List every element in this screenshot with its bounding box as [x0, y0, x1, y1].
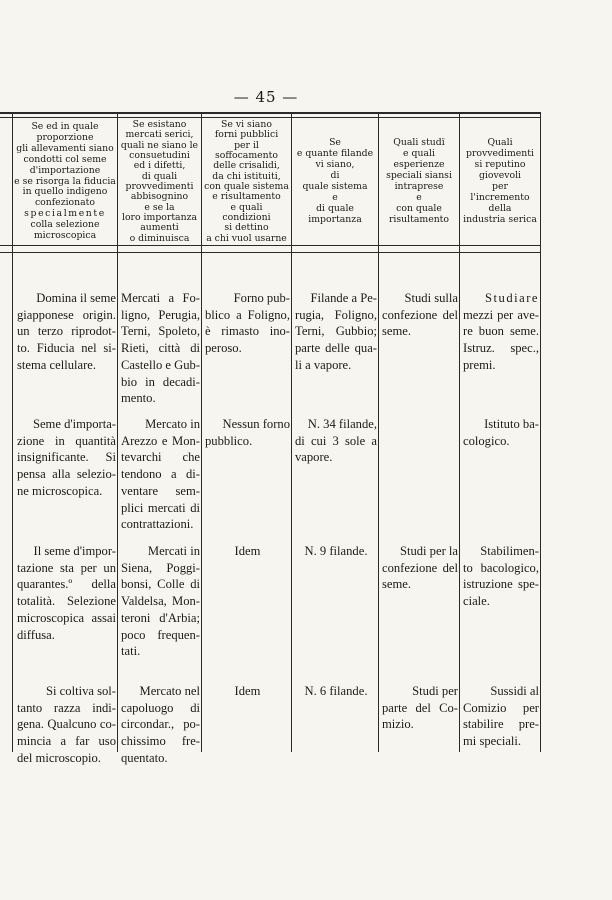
cell-line: insignificante. Si	[17, 450, 116, 465]
header-line: speciali siansi	[386, 171, 452, 182]
header-cell-markets	[118, 120, 201, 244]
header-cell-filande	[292, 120, 378, 244]
header-line: gli allevamenti siano	[16, 143, 114, 154]
header-line: e risultamento	[212, 192, 281, 203]
cell-line: Filande a Pe-	[310, 291, 377, 305]
table-cell	[382, 683, 458, 733]
header-line: Quali	[487, 138, 513, 149]
header-line: a chi vuol usarne	[206, 233, 287, 244]
table-cell	[463, 683, 539, 750]
table-cell	[121, 683, 200, 767]
header-line: quale sistema	[302, 182, 368, 192]
cell-line: Istituto ba-	[484, 417, 539, 431]
header-line: in quello indigeno	[22, 187, 108, 198]
header-line: per	[492, 182, 508, 192]
header-line: confezionato	[34, 198, 96, 209]
header-cell-seed	[13, 120, 117, 244]
page-number: — 45 —	[233, 88, 299, 106]
cell-line: tanto razza indi-	[17, 700, 116, 715]
header-line: aumenti	[140, 223, 179, 234]
cell-line: tati.	[121, 644, 141, 659]
table-cell	[17, 416, 116, 500]
cell-line: peroso.	[205, 341, 242, 356]
cell-line: blico a Foligno,	[205, 307, 290, 322]
header-line: provvedimenti	[466, 149, 534, 160]
header-line: e quali	[403, 149, 435, 160]
header-cell-studies	[379, 120, 459, 244]
cell-line: mizio.	[382, 717, 414, 732]
header-line: si dettino	[224, 223, 269, 234]
table-cell	[295, 416, 377, 466]
cell-line: Istruz. spec.,	[463, 341, 539, 356]
cell-line: stabilire pre-	[463, 717, 539, 732]
header-line: con quale	[396, 203, 442, 214]
header-line: quali ne siano le	[120, 140, 199, 151]
table-cell	[382, 543, 458, 593]
cell-line: teroni d'Arbia;	[121, 610, 200, 625]
cell-line: seme.	[382, 324, 412, 339]
cell-line: vapore.	[295, 450, 333, 465]
cell-line: istruzione spe-	[463, 577, 539, 592]
cell-line: quarantes.º della	[17, 577, 116, 592]
header-line: esperienze	[393, 160, 445, 171]
table-cell	[463, 416, 539, 449]
header-line: con quale sistema	[204, 182, 289, 192]
cell-line: chissimo fre-	[121, 734, 200, 749]
header-line: l'incremento	[470, 192, 530, 203]
cell-line: N. 9 filande.	[304, 544, 368, 558]
cell-line: stema cellulare.	[17, 357, 97, 372]
cell-line: confezione del	[382, 307, 458, 322]
cell-line: del microscopio.	[17, 750, 101, 765]
table-cell	[295, 683, 377, 700]
header-line: ed i difetti,	[133, 161, 186, 172]
cell-line: giapponese origin.	[17, 307, 116, 322]
header-line: di quale	[316, 203, 354, 214]
cell-line: zione in quantità	[17, 433, 116, 448]
table-cell	[205, 683, 290, 700]
header-line: vi siano,	[315, 160, 355, 171]
cell-line: cologico.	[463, 433, 510, 448]
table-cell	[121, 543, 200, 660]
header-line: Se	[329, 138, 341, 149]
header-line: Se ed in quale	[31, 122, 99, 133]
cell-line: Castello e Gub-	[121, 357, 200, 372]
header-line: microscopica	[33, 231, 97, 242]
cell-line: Studi per la	[399, 544, 458, 558]
cell-line: di cui 3 sole a	[295, 433, 377, 448]
header-line: specialmente	[24, 209, 106, 220]
cell-line: mento.	[121, 391, 156, 406]
header-cell-measures	[460, 120, 540, 244]
table-cell	[382, 290, 458, 340]
cell-line: capoluogo di	[121, 700, 200, 715]
cell-line: seme.	[382, 577, 412, 592]
cell-line: mezzi per ave-	[463, 307, 539, 322]
header-line: risultamento	[388, 214, 450, 225]
cell-line: mi speciali.	[463, 734, 522, 749]
cell-line: rugia, Foligno,	[295, 307, 377, 322]
cell-line: Idem	[234, 684, 261, 698]
table-cell	[295, 543, 377, 560]
cell-line: N. 6 filande.	[304, 684, 368, 698]
table-cell	[205, 290, 290, 357]
header-line: e quali	[230, 202, 263, 213]
header-line: da chi istituiti,	[212, 171, 281, 182]
cell-line: Arezzo e Mon-	[121, 433, 200, 448]
table-cell	[205, 543, 290, 560]
cell-line: re buon seme.	[463, 324, 539, 339]
cell-line: confezione del	[382, 560, 458, 575]
header-line: Se vi siano	[221, 120, 272, 131]
header-line: giovevoli	[478, 171, 522, 182]
header-line: di quali	[141, 171, 178, 182]
header-line: o diminuisca	[129, 233, 190, 244]
cell-line: circondar., po-	[121, 717, 200, 732]
cell-line: bio in decadi-	[121, 374, 200, 389]
header-line: loro importanza	[121, 212, 198, 223]
cell-line: contrattazioni.	[121, 517, 194, 532]
cell-line: gena. Qualcuno co-	[17, 717, 116, 732]
cell-line: Mercato nel	[139, 684, 200, 698]
cell-line: tazione sta per un	[17, 560, 116, 575]
table-cell	[205, 416, 290, 449]
header-cell-ovens	[202, 120, 291, 244]
cell-line: ventare sem-	[121, 483, 200, 498]
header-line: e quante filande	[296, 149, 374, 160]
cell-line: quentato.	[121, 750, 168, 765]
header-line: si reputino	[474, 160, 526, 171]
header-line: Quali studî	[393, 138, 445, 149]
cell-line: pubblico.	[205, 433, 253, 448]
cell-line: Mercato in	[145, 417, 200, 431]
header-line: di	[330, 171, 340, 182]
header-line: abbisognino	[130, 192, 189, 203]
header-line: industria serica	[463, 214, 537, 225]
cell-line: Terni, Gubbio;	[295, 324, 377, 339]
header-line: d'importazione	[29, 165, 101, 176]
cell-line: to bacologico,	[463, 560, 539, 575]
header-line: soffocamento	[215, 151, 278, 162]
cell-line: Terni, Spoleto,	[121, 324, 200, 339]
cell-line: Si coltiva sol-	[46, 684, 116, 698]
cell-line: ciale.	[463, 594, 490, 609]
cell-line: Seme d'importa-	[32, 417, 116, 431]
cell-line: bonsi, Colle di	[121, 577, 200, 592]
header-line: proporzione	[36, 132, 94, 143]
cell-line: Studi sulla	[404, 291, 458, 305]
table-cell	[17, 683, 116, 767]
cell-line: parte del Co-	[382, 700, 458, 715]
header-line: e	[416, 192, 422, 203]
cell-line: pensa alla selezio-	[17, 467, 116, 482]
cell-line: tevarchi che	[121, 450, 200, 465]
header-line: e se la	[144, 202, 175, 213]
cell-line: un terzo riprodot-	[17, 324, 116, 339]
cell-line: Domina il seme	[36, 291, 116, 305]
cell-line: Comizio per	[463, 700, 539, 715]
header-line: intraprese	[394, 182, 444, 192]
header-line: forni pubblici	[214, 130, 279, 141]
cell-line: li a vapore.	[295, 357, 352, 372]
cell-line: diffusa.	[17, 627, 55, 642]
cell-line: totalità. Selezione	[17, 594, 116, 609]
header-line: delle crisalidi,	[213, 161, 280, 172]
cell-line: è rimasto ino-	[205, 324, 290, 339]
header-line: colla selezione	[30, 220, 100, 231]
cell-line: premi.	[463, 357, 496, 372]
cell-line: Studi per	[412, 684, 458, 698]
cell-line: N. 34 filande,	[307, 417, 377, 431]
header-line: consuetudini	[129, 151, 190, 162]
cell-line: Forno pub-	[233, 291, 290, 305]
header-line: della	[488, 203, 512, 214]
cell-line: Idem	[234, 544, 261, 558]
cell-line: Nessun forno	[222, 417, 290, 431]
table-cell	[17, 543, 116, 643]
cell-line: Siena, Poggi-	[121, 560, 200, 575]
cell-line: poco frequen-	[121, 627, 200, 642]
header-line: Se esistano	[132, 120, 187, 131]
header-line: per il	[234, 140, 259, 151]
header-line: condizioni	[222, 212, 271, 223]
cell-line: ligno, Perugia,	[121, 307, 200, 322]
table-cell	[121, 290, 200, 407]
table-cell	[463, 543, 539, 610]
cell-line: Il seme d'impor-	[33, 544, 116, 558]
header-line: provvedimenti	[125, 182, 194, 192]
cell-line: Mercati a Fo-	[121, 291, 200, 305]
cell-line: Mercati in	[147, 544, 200, 558]
cell-line: Valdelsa, Mon-	[121, 594, 200, 609]
cell-line: mincia a far uso	[17, 734, 116, 749]
cell-line: Sussidi al	[490, 684, 539, 698]
cell-line: tendono a di-	[121, 467, 200, 482]
cell-line: Studiare	[485, 291, 539, 305]
table-cell	[463, 290, 539, 374]
cell-line: ne microscopica.	[17, 483, 103, 498]
cell-line: to. Fiducia nel si-	[17, 341, 116, 356]
table-cell	[17, 290, 116, 374]
table-cell	[295, 290, 377, 374]
header-line: e	[332, 192, 338, 203]
cell-line: plici mercati di	[121, 500, 200, 515]
header-line: importanza	[308, 214, 362, 225]
header-line: condotti col seme	[23, 154, 107, 165]
header-line: e se risorga la fiducia	[14, 176, 116, 187]
cell-line: Stabilimen-	[480, 544, 539, 558]
header-line: mercati serici,	[125, 130, 194, 141]
cell-line: microscopica assai	[17, 610, 116, 625]
right-border	[540, 112, 541, 752]
table-cell	[121, 416, 200, 533]
cell-line: parte delle qua-	[295, 341, 377, 356]
cell-line: Rieti, città di	[121, 341, 200, 356]
